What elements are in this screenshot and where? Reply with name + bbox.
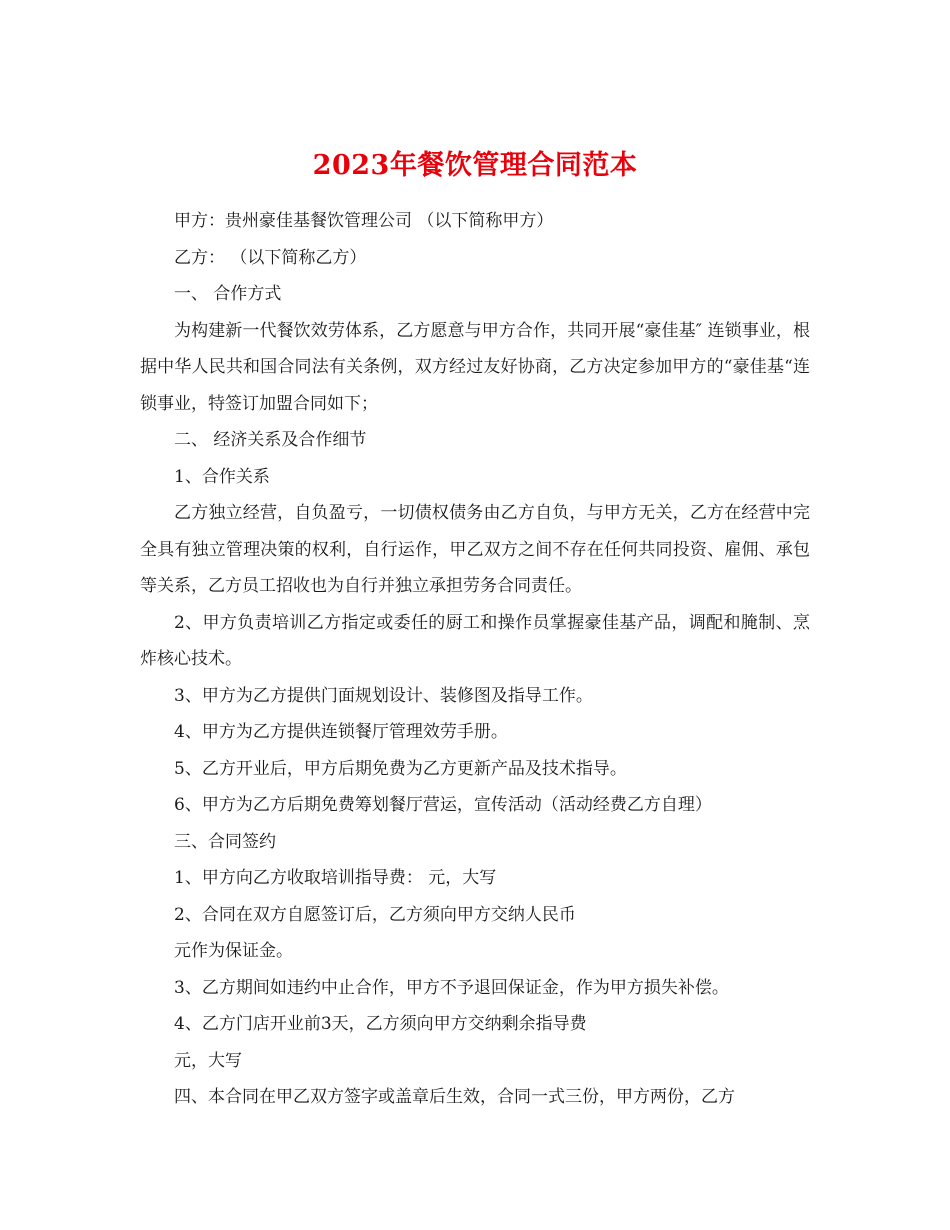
section-heading-1: 一、 合作方式 bbox=[174, 284, 282, 304]
subheading-cooperation-relation: 1、合作关系 bbox=[174, 466, 270, 487]
document-body bbox=[140, 203, 810, 1116]
paragraph-independent-operation: 乙方独立经营，自负盈亏，一切债权债务由乙方自负，与甲方无关，乙方在经营中完全具有独立管理决策的权利，自行运作，甲乙双方之间不存在任何共同投资、雇佣、承包等关系，乙方员工招收也为自行并独立承担劳务合同责任。 bbox=[140, 503, 810, 596]
section-heading-4-effectiveness: 四、本合同在甲乙双方签字或盖章后生效，合同一式三份，甲方两份，乙方 bbox=[174, 1087, 735, 1107]
signing-clause-4-remaining-fee-cont: 元，大写 bbox=[174, 1050, 242, 1071]
clause-4-manual: 4、甲方为乙方提供连锁餐厅管理效劳手册。 bbox=[174, 722, 508, 742]
paragraph-party-b: 乙方： （以下简称乙方） bbox=[174, 247, 367, 268]
document-title: 2023年餐饮管理合同范本 bbox=[312, 150, 638, 182]
signing-clause-4-remaining-fee: 4、乙方门店开业前3天，乙方须向甲方交纳剩余指导费 bbox=[174, 1014, 587, 1034]
section-heading-3: 三、合同签约 bbox=[174, 831, 276, 852]
section-heading-2: 二、 经济关系及合作细节 bbox=[174, 430, 367, 450]
clause-6-promotion: 6、甲方为乙方后期免费筹划餐厅营运，宣传活动（活动经费乙方自理） bbox=[174, 795, 712, 815]
clause-3-design: 3、甲方为乙方提供门面规划设计、装修图及指导工作。 bbox=[174, 685, 593, 706]
clause-5-updates: 5、乙方开业后，甲方后期免费为乙方更新产品及技术指导。 bbox=[174, 758, 627, 779]
paragraph-party-a: 甲方：贵州豪佳基餐饮管理公司 （以下简称甲方） bbox=[174, 211, 554, 231]
signing-clause-1-fee: 1、甲方向乙方收取培训指导费： 元，大写 bbox=[174, 868, 497, 888]
paragraph-cooperation-intro: 为构建新一代餐饮效劳体系，乙方愿意与甲方合作，共同开展“豪佳基″ 连锁事业，根据中华人民共和国合同法有关条例，双方经过友好协商，乙方决定参加甲方的“豪佳基“连锁事业，特签订加盟合同如下； bbox=[140, 320, 810, 414]
signing-clause-2-deposit-cont: 元作为保证金。 bbox=[174, 941, 293, 961]
signing-clause-3-breach: 3、乙方期间如违约中止合作，甲方不予退回保证金，作为甲方损失补偿。 bbox=[174, 977, 729, 998]
clause-2-training: 2、甲方负责培训乙方指定或委任的厨工和操作员掌握豪佳基产品，调配和腌制、烹炸核心技术。 bbox=[140, 612, 810, 669]
signing-clause-2-deposit: 2、合同在双方自愿签订后，乙方须向甲方交纳人民币 bbox=[174, 904, 576, 925]
